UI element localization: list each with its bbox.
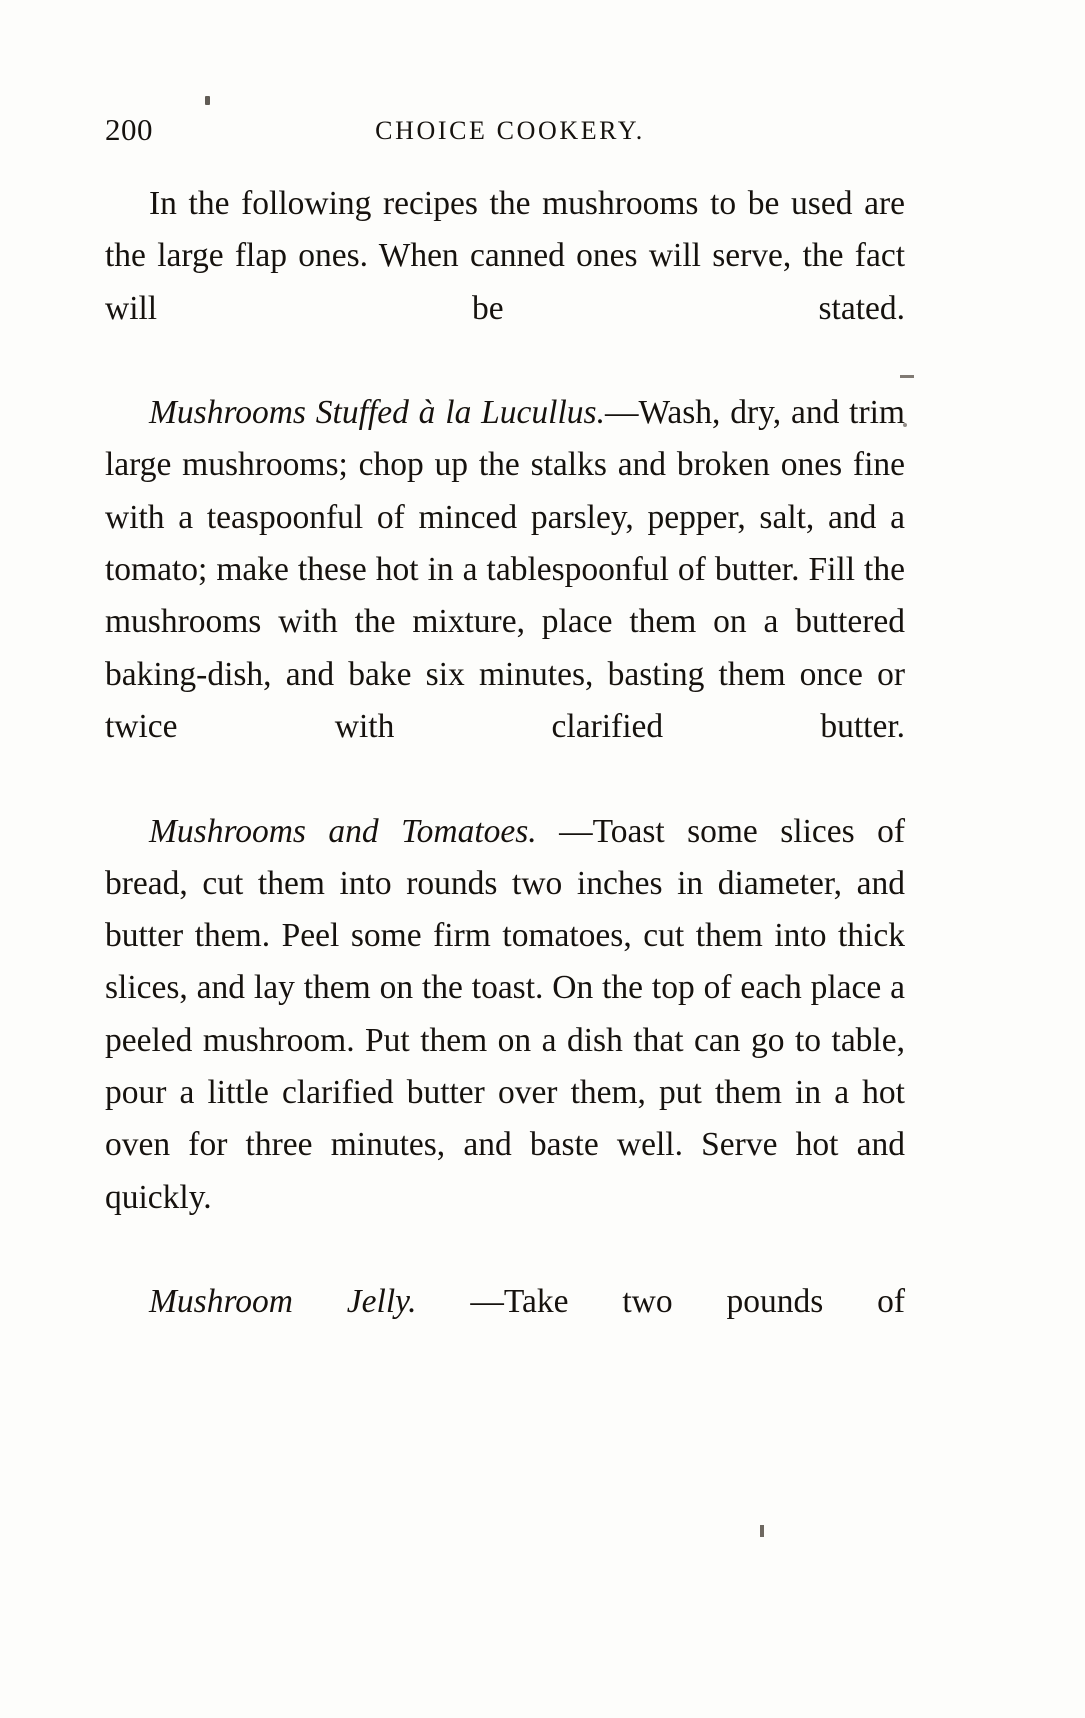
recipe-title: Mushrooms Stuffed à la Lucullus. <box>149 394 605 432</box>
paragraph-mushrooms-and-tomatoes <box>105 806 905 1277</box>
page-header <box>105 112 915 152</box>
recipe-title: Mushrooms and Tomatoes. <box>149 812 537 850</box>
paragraph-text: —Take two pounds of <box>416 1283 905 1321</box>
page-body <box>105 178 905 1381</box>
paragraph-text: —Toast some slices of bread, cut them into rounds two inches in diameter, and butter them. Peel some firm tomatoes, cut them into thick slices, and lay them on the toast. On the top of each place a peeled mushroom. Put them on a dish that can go to table, pour a little clarified butter over them, put them in a hot oven for three minutes, and baste well. Serve hot and quickly. <box>105 812 905 1216</box>
paragraph-mushroom-jelly <box>105 1276 905 1381</box>
paragraph-text: In the following recipes the mushrooms to be used are the large flap ones. When canned ones will serve, the fact will be stated. <box>105 185 905 327</box>
paragraph-mushrooms-stuffed <box>105 387 905 805</box>
paragraph-text: —Wash, dry, and trim large mushrooms; chop up the stalks and broken ones fine with a teaspoonful of minced parsley, pepper, salt, and a tomato; make these hot in a tablespoonful of butter. Fill the mushrooms with the mixture, place them on a buttered baking-dish, and bake six minutes, basting them once or twice with clarified butter. <box>105 394 905 745</box>
page-number: 200 <box>105 112 153 147</box>
recipe-title: Mushroom Jelly. <box>149 1283 417 1321</box>
running-head: CHOICE COOKERY. <box>375 116 645 145</box>
ink-speck-top <box>205 96 210 105</box>
paragraph-intro <box>105 178 905 387</box>
ink-speck-bottom <box>760 1525 764 1537</box>
